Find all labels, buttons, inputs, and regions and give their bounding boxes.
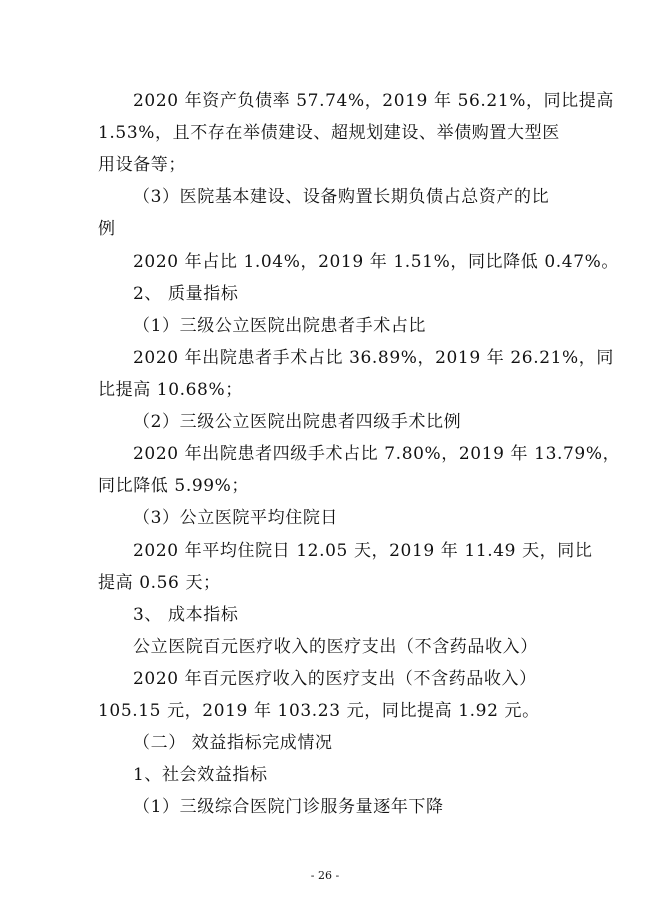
text-line: 2020 年百元医疗收入的医疗支出（不含药品收入）: [133, 669, 537, 689]
text-line: 2020 年出院患者手术占比 36.89%，2019 年 26.21%，同: [133, 348, 614, 368]
text-line: 用设备等；: [98, 155, 186, 175]
page-number: - 26 -: [310, 869, 340, 882]
subsection-heading: （1）三级公立医院出院患者手术占比: [133, 316, 427, 336]
section-heading: 1、社会效益指标: [133, 765, 268, 785]
text-line: 2020 年占比 1.04%，2019 年 1.51%，同比降低 0.47%。: [133, 252, 619, 272]
text-line: 公立医院百元医疗收入的医疗支出（不含药品收入）: [133, 637, 538, 657]
subsection-heading: （1）三级综合医院门诊服务量逐年下降: [133, 797, 444, 817]
text-line: 2020 年资产负债率 57.74%，2019 年 56.21%，同比提高: [133, 91, 614, 111]
text-line: 1.53%，且不存在举债建设、超规划建设、举债购置大型医: [98, 123, 560, 143]
subsection-heading: （3）公立医院平均住院日: [133, 508, 339, 528]
text-line: 2020 年平均住院日 12.05 天，2019 年 11.49 天，同比: [133, 541, 593, 561]
text-line: 比提高 10.68%；: [98, 380, 243, 400]
section-heading: 3、 成本指标: [133, 605, 239, 625]
text-line: 例: [98, 219, 116, 239]
subsection-heading: （2）三级公立医院出院患者四级手术比例: [133, 412, 462, 432]
section-heading: 2、 质量指标: [133, 284, 239, 304]
text-line: 同比降低 5.99%；: [98, 476, 250, 496]
text-line: （3）医院基本建设、设备购置长期负债占总资产的比: [133, 187, 550, 207]
text-line: 105.15 元，2019 年 103.23 元，同比提高 1.92 元。: [98, 701, 540, 721]
text-line: 2020 年出院患者四级手术占比 7.80%，2019 年 13.79%，: [133, 444, 621, 464]
section-heading: （二） 效益指标完成情况: [133, 733, 333, 753]
text-line: 提高 0.56 天；: [98, 573, 221, 593]
